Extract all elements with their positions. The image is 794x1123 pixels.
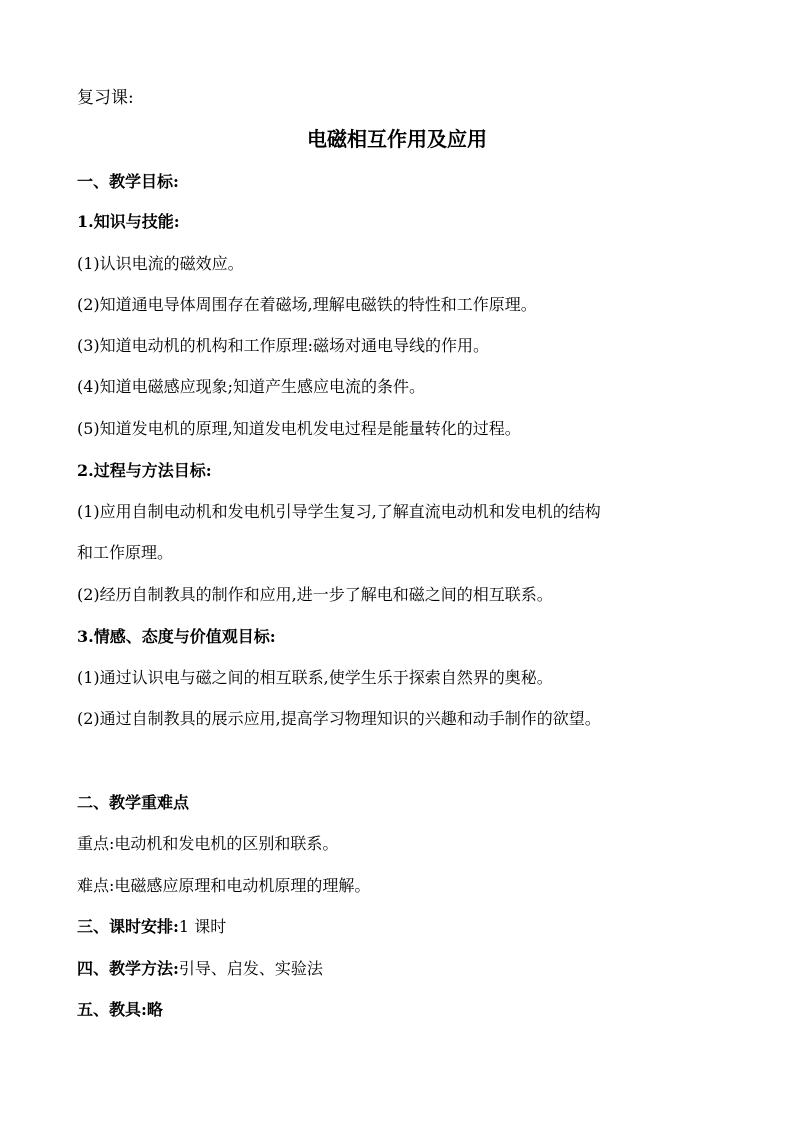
subsection-heading-knowledge: 1.知识与技能: (77, 212, 180, 231)
schedule-value: 1 课时 (178, 917, 227, 936)
method-value: 引导、启发、实验法 (178, 959, 323, 978)
list-item: (1)应用自制电动机和发电机引导学生复习,了解直流电动机和发电机的结构 (77, 502, 601, 521)
list-item: (5)知道发电机的原理,知道发电机发电过程是能量转化的过程。 (77, 419, 521, 438)
list-item: (3)知道电动机的机构和工作原理:磁场对通电导线的作用。 (77, 336, 490, 355)
section-heading-key-points: 二、教学重难点 (77, 793, 190, 812)
subsection-heading-process: 2.过程与方法目标: (77, 461, 212, 480)
schedule-row (77, 917, 757, 937)
list-item: (1)通过认识电与磁之间的相互联系,使学生乐于探索自然界的奥秘。 (77, 668, 553, 687)
difficult-point-text: 难点:电磁感应原理和电动机原理的理解。 (77, 876, 371, 895)
review-label: 复习课: (77, 88, 134, 108)
list-item: (4)知道电磁感应现象;知道产生感应电流的条件。 (77, 377, 426, 396)
list-item: (1)认识电流的磁效应。 (77, 254, 244, 273)
page-title: 电磁相互作用及应用 (307, 127, 487, 151)
section-heading-schedule: 三、课时安排: (77, 917, 179, 936)
section-heading-method: 四、教学方法: (77, 959, 179, 978)
list-item-continuation: 和工作原理。 (77, 543, 174, 562)
method-row (77, 959, 757, 979)
list-item: (2)经历自制教具的制作和应用,进一步了解电和磁之间的相互联系。 (77, 585, 553, 604)
section-heading-tools: 五、教具:略 (77, 1000, 163, 1019)
subsection-heading-emotion: 3.情感、态度与价值观目标: (77, 627, 276, 646)
list-item: (2)知道通电导体周围存在着磁场,理解电磁铁的特性和工作原理。 (77, 295, 537, 314)
list-item: (2)通过自制教具的展示应用,提高学习物理知识的兴趣和动手制作的欲望。 (77, 709, 601, 728)
section-heading-objectives: 一、教学目标: (77, 172, 179, 191)
key-point-text: 重点:电动机和发电机的区别和联系。 (77, 834, 339, 853)
